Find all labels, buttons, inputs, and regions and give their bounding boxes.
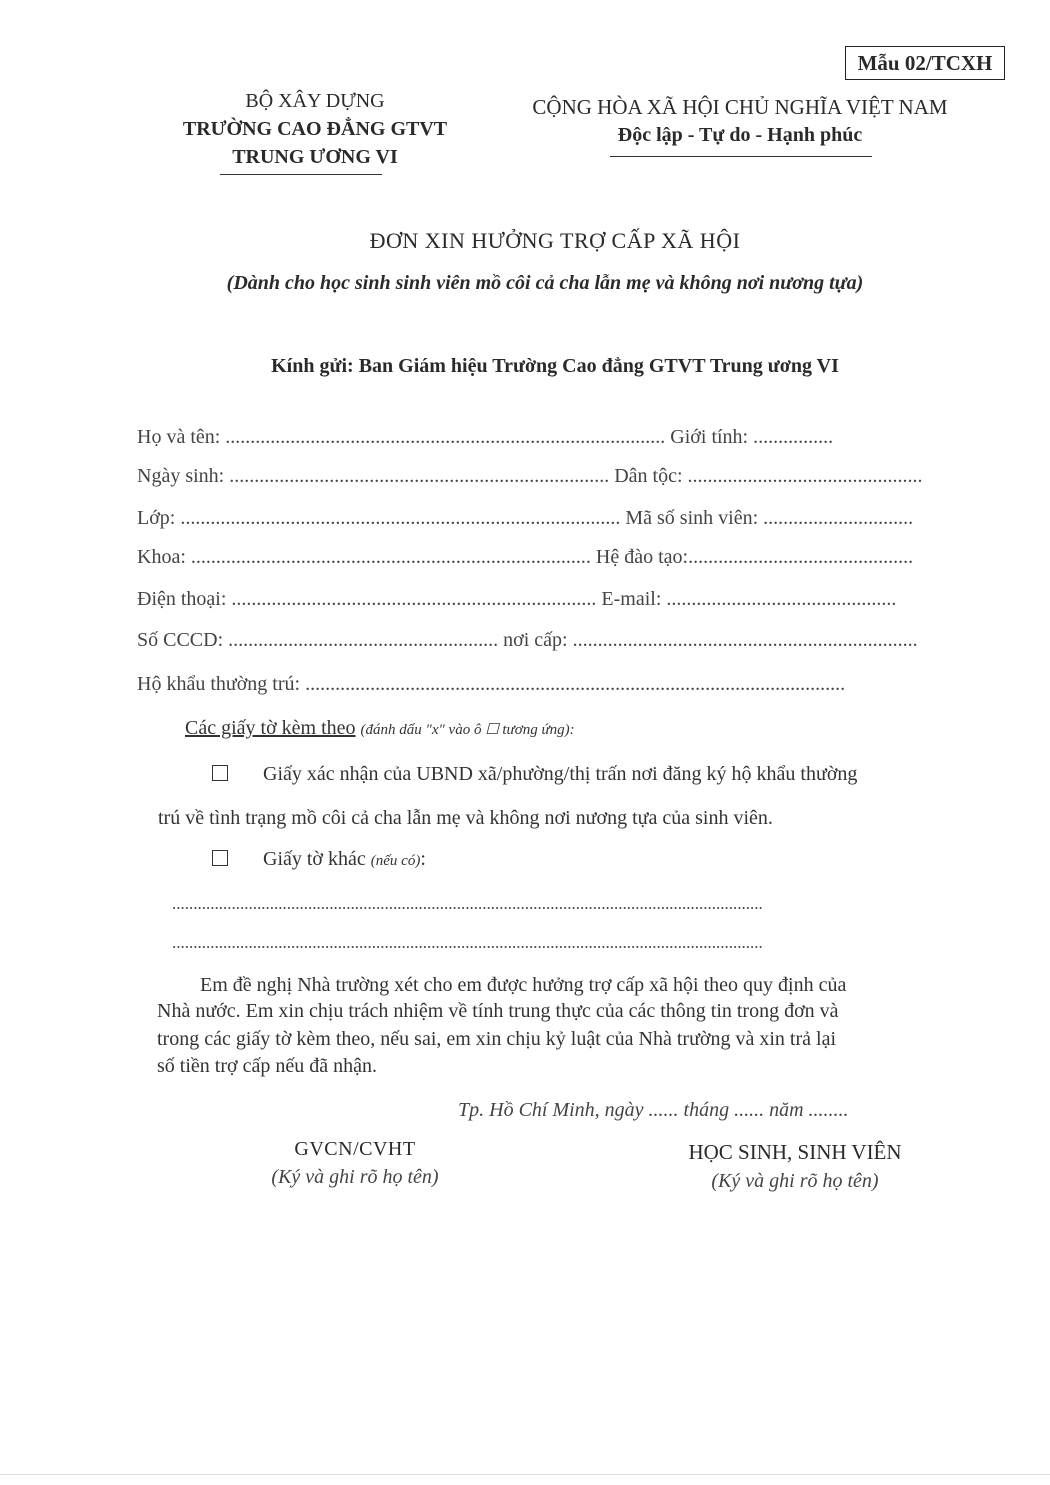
attachment-2-colon: : <box>420 848 426 870</box>
document-title: ĐƠN XIN HƯỞNG TRỢ CẤP XÃ HỘI <box>369 228 741 253</box>
document-subtitle: (Dành cho học sinh sinh viên mồ côi cả cha lẫn mẹ và không nơi nương tựa) <box>226 272 864 294</box>
field-residence[interactable]: Hộ khẩu thường trú: ............................................................................................................ <box>137 673 846 695</box>
field-id-card-place[interactable]: Số CCCD: ...................................................... nơi cấp: ..................................................................... <box>137 629 918 651</box>
request-line-3: trong các giấy tờ kèm theo, nếu sai, em xin chịu kỷ luật của Nhà trường và xin trả lại <box>157 1028 837 1050</box>
signature-right-title: HỌC SINH, SINH VIÊN <box>688 1140 902 1164</box>
signature-right-note: (Ký và ghi rõ họ tên) <box>711 1170 879 1192</box>
request-line-1: Em đề nghị Nhà trường xét cho em được hưởng trợ cấp xã hội theo quy định của <box>200 974 847 996</box>
request-line-2: Nhà nước. Em xin chịu trách nhiệm về tính trung thực của các thông tin trong đơn và <box>157 1000 839 1022</box>
request-line-4: số tiền trợ cấp nếu đã nhận. <box>157 1055 377 1077</box>
left-header-rule <box>220 174 382 175</box>
other-docs-line-2[interactable]: ........................................................................................................................................... <box>172 933 763 952</box>
attachment-item-1 <box>212 762 857 786</box>
national-motto: Độc lập - Tự do - Hạnh phúc <box>617 124 863 146</box>
attachments-heading <box>185 716 575 742</box>
form-code-label: Mẫu 02/TCXH <box>845 46 1005 80</box>
national-title: CỘNG HÒA XÃ HỘI CHỦ NGHĨA VIỆT NAM <box>532 95 948 119</box>
other-docs-line-1[interactable]: ........................................................................................................................................... <box>172 894 763 913</box>
school-name-line1: TRƯỜNG CAO ĐẲNG GTVT <box>182 118 448 140</box>
attachment-2-label: Giấy tờ khác <box>263 848 366 870</box>
scan-edge-line <box>0 1474 1050 1475</box>
addressee: Kính gửi: Ban Giám hiệu Trường Cao đẳng GTVT Trung ương VI <box>271 355 839 377</box>
attachment-2-note: (nếu có) <box>370 853 421 869</box>
attachment-1-text: Giấy xác nhận của UBND xã/phường/thị trấn nơi đăng ký hộ khẩu thường <box>263 763 858 785</box>
attachment-2-checkbox[interactable] <box>212 850 228 866</box>
field-dob-ethnicity[interactable]: Ngày sinh: ............................................................................ Dân tộc: ............................................... <box>137 465 923 487</box>
field-phone-email[interactable]: Điện thoại: ......................................................................... E-mail: .............................................. <box>137 588 897 610</box>
attachments-heading-label: Các giấy tờ kèm theo <box>185 717 356 739</box>
attachment-1-checkbox[interactable] <box>212 765 228 781</box>
field-faculty-program[interactable]: Khoa: ................................................................................ Hệ đào tạo:............................................. <box>137 546 914 568</box>
attachment-1-text-cont: trú về tình trạng mồ côi cả cha lẫn mẹ và không nơi nương tựa của sinh viên. <box>158 807 773 829</box>
date-line: Tp. Hồ Chí Minh, ngày ...... tháng ...... năm ........ <box>458 1099 849 1121</box>
ministry-name: BỘ XÂY DỰNG <box>245 90 385 112</box>
right-header-rule <box>610 156 872 157</box>
school-name-line2: TRUNG ƯƠNG VI <box>232 146 398 168</box>
field-class-student-id[interactable]: Lớp: ........................................................................................ Mã số sinh viên: .............................. <box>137 507 914 529</box>
field-name-gender[interactable]: Họ và tên: ........................................................................................ Giới tính: ................ <box>137 426 834 448</box>
attachment-item-2 <box>212 847 426 873</box>
signature-left-title: GVCN/CVHT <box>294 1138 416 1160</box>
attachments-heading-note: (đánh dấu "x" vào ô ☐ tương ứng): <box>360 722 575 738</box>
signature-left-note: (Ký và ghi rõ họ tên) <box>271 1166 439 1188</box>
